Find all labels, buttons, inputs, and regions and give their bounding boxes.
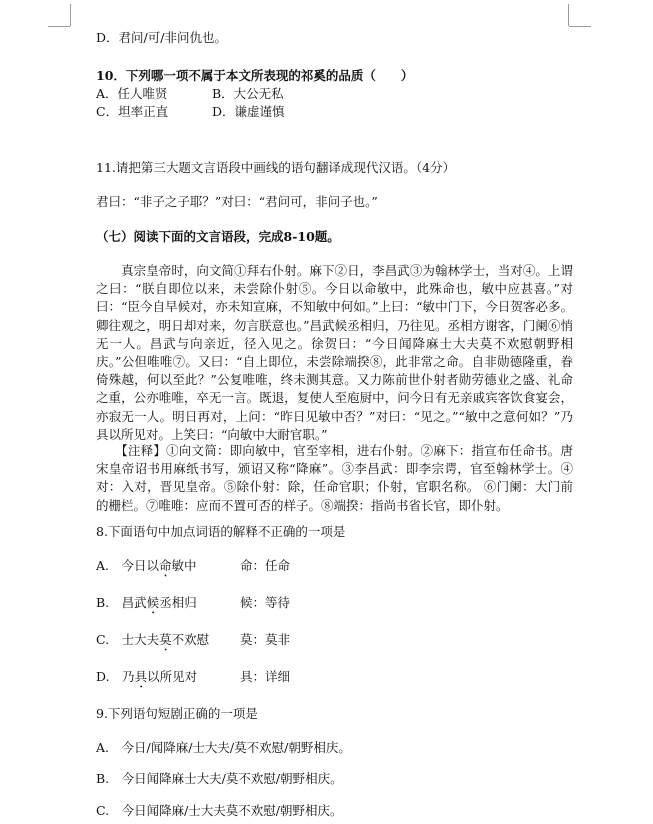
question-8-option-d-gloss: 具：详细 xyxy=(240,669,291,684)
question-8-option-c-gloss: 莫：莫非 xyxy=(240,632,291,647)
crop-mark-top-right-horizontal xyxy=(569,26,591,27)
question-9-option-a: A. 今日/闻降麻/士大夫/莫不欢慰/朝野相庆。 xyxy=(96,740,351,755)
question-8-option-d-phrase: D. 乃具以所见对 xyxy=(96,669,198,684)
question-10-option-d: D．谦虚谨慎 xyxy=(212,104,285,119)
question-10-option-a: A．任人唯贤 xyxy=(96,86,168,101)
question-10-option-c: C．坦率正直 xyxy=(96,104,169,119)
classical-passage: 真宗皇帝时，向文简①拜右仆射。麻下②日，李昌武③为翰林学士，当对④。上谓之曰：“朕自即位以来，未尝除仆射⑤。今日以命敏中，此殊命也，敏中应甚喜。”对曰：“臣今自早候对，亦未知宣麻，不知敏中何如。”上曰：“敏中门下，今日贺客必多。卿往观之，明日却对来，勿言朕意也。”昌武候丞相归，乃往见。丞相方谢客，门阑⑥悄无一人。昌武与向亲近，径入见之。徐贺曰：“今日闻降麻士大夫莫不欢慰朝野相庆。”公但唯唯⑦。又曰：“自上即位，未尝除端揆⑧，此非常之命。自非勋德隆重，眷倚殊越，何以至此？”公复唯唯，终未测其意。又力陈前世仆射者勋劳德业之盛、礼命之重，公亦唯唯，卒无一言。既退，复使人至庖厨中，问今日有无亲戚宾客饮食宴会，亦寂无一人。明日再对，上问：“昨日见敏中否？”对曰：“见之。”“敏中之意何如？”乃具以所见对。上笑曰：“向敏中大耐官职。” xyxy=(96,263,573,442)
passage-annotations: 【注释】①向文简：即向敏中，官至宰相，进右仆射。②麻下：指宣布任命书。唐宋皇帝诏书用麻纸书写，颁诏又称“降麻”。③李昌武：即李宗谔，官至翰林学士。④对：入对，晋见皇帝。⑤除仆射：除，任命官职；仆射，官职名称。 ⑥门阑：大门前的栅栏。⑦唯唯：应而不置可否的样子。⑧端揆：指尚书省长官，即仆射。 xyxy=(96,443,573,513)
question-8-option-b xyxy=(96,595,290,617)
question-8-option-b-phrase: B. 昌武候丞相归 xyxy=(96,595,197,610)
question-10-option-b: B．大公无私 xyxy=(212,86,284,101)
question-9-option-b: B. 今日闻降麻士大夫/莫不欢慰/朝野相庆。 xyxy=(96,771,343,786)
crop-mark-top-left-horizontal xyxy=(48,26,70,27)
question-9-option-c: C. 今日闻降麻/士大夫莫不欢慰/朝野相庆。 xyxy=(96,803,343,818)
question-8-option-a-phrase: A. 今日以命敏中 xyxy=(96,558,197,573)
question-10-options-row-1 xyxy=(96,86,284,102)
question-8-stem: 8.下面语句中加点词语的解释不正确的一项是 xyxy=(96,524,346,539)
question-8-option-d xyxy=(96,669,290,691)
question-10-stem: 10．下列哪一项不属于本文所表现的祁奚的品质（ ） xyxy=(96,68,414,83)
option-d-previous-question: D．君问/可/非问仇也。 xyxy=(96,30,227,45)
crop-mark-top-right xyxy=(568,4,569,26)
question-8-option-c-phrase: C. 士大夫莫不欢慰 xyxy=(96,632,210,647)
question-11-sentence: 君曰：“非子之子耶？”对曰：“君问可，非问子也。” xyxy=(96,194,378,209)
crop-mark-top-left xyxy=(70,4,71,26)
question-10-options-row-2 xyxy=(96,104,285,120)
question-8-option-a-gloss: 命：任命 xyxy=(240,558,291,573)
question-8-option-c xyxy=(96,632,290,654)
question-8-option-a xyxy=(96,558,290,580)
section-7-heading: （七）阅读下面的文言语段，完成8-10题。 xyxy=(96,229,340,244)
question-8-option-b-gloss: 候：等待 xyxy=(240,595,291,610)
question-11-stem: 11.请把第三大题文言语段中画线的语句翻译成现代汉语。（4分） xyxy=(96,160,456,175)
question-9-stem: 9.下列语句短剧正确的一项是 xyxy=(96,706,258,721)
